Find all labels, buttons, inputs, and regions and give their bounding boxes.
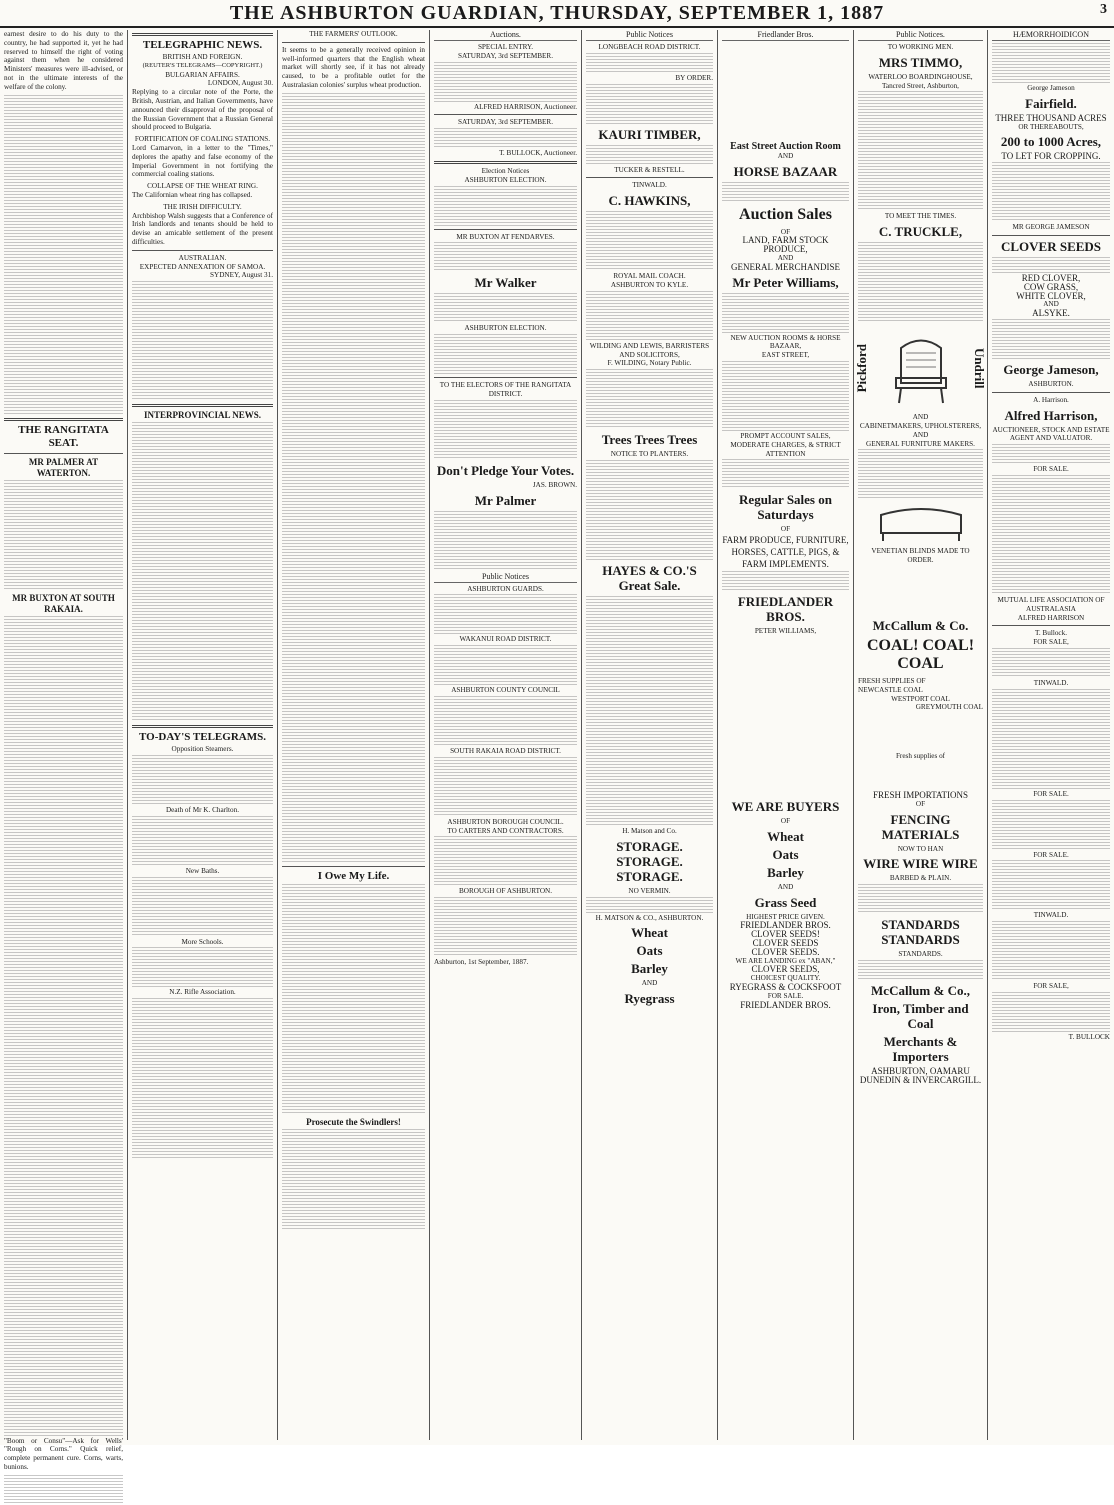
text-block	[132, 816, 273, 866]
wire: WIRE WIRE WIRE	[863, 856, 978, 872]
alsyke: ALSYKE.	[1032, 308, 1070, 319]
trees-heading: Trees Trees Trees	[601, 432, 698, 448]
text-block	[282, 93, 425, 863]
newcastle-coal: NEWCASTLE COAL	[858, 685, 923, 694]
longbeach-road: LONGBEACH ROAD DISTRICT.	[598, 43, 701, 51]
column-3	[278, 30, 430, 1440]
clover-seeds: CLOVER SEEDS.	[751, 946, 820, 957]
for-sale: FOR SALE,	[1033, 982, 1069, 991]
westport-coal: WESTPORT COAL	[891, 694, 950, 703]
three-thousand-acres: THREE THOUSAND ACRES	[995, 112, 1107, 123]
to-carters: TO CARTERS AND CONTRACTORS.	[447, 826, 564, 835]
matson-ashburton: H. MATSON & CO., ASHBURTON.	[595, 913, 704, 922]
venetian-blinds: VENETIAN BLINDS MADE TO ORDER.	[871, 547, 970, 565]
text-block	[132, 998, 273, 1158]
east-street: EAST STREET,	[761, 351, 810, 360]
election-notices-header: Election Notices	[481, 166, 530, 175]
h-matson: H. Matson and Co.	[622, 826, 677, 835]
general-furniture: GENERAL FURNITURE MAKERS.	[866, 439, 975, 448]
dont-pledge: Don't Pledge Your Votes.	[436, 462, 575, 478]
tinwald: TINWALD.	[1033, 678, 1069, 687]
column-header: HÆMORRHOIDICON	[992, 30, 1110, 41]
clover-seeds: CLOVER SEEDS,	[751, 964, 820, 975]
hayes-great-sale: HAYES & CO.'S Great Sale.	[602, 562, 697, 593]
auctioneer: T. BULLOCK, Auctioneer.	[499, 149, 577, 158]
mr-palmer: Mr Palmer	[474, 492, 537, 508]
dateline: SYDNEY, August 31.	[210, 271, 273, 280]
barley: Barley	[767, 864, 804, 880]
mccallum-co: McCallum & Co.,	[871, 982, 970, 998]
auction-sales: Auction Sales	[739, 205, 832, 223]
mr-george-jameson: MR GEORGE JAMESON	[1012, 223, 1090, 232]
undrill: Undrill	[972, 347, 987, 389]
peter-williams: Mr Peter Williams,	[732, 274, 839, 290]
white-clover: WHITE CLOVER,	[1016, 290, 1086, 301]
text-block	[132, 422, 273, 722]
public-notices-header: Public Notices	[434, 572, 577, 583]
to-let: TO LET FOR CROPPING.	[1001, 151, 1101, 162]
sofa-icon	[871, 503, 971, 543]
farm-produce: FARM PRODUCE, FURNITURE, HORSES, CATTLE, PIGS, & FARM IMPLEMENTS.	[722, 535, 849, 570]
royal-mail-coach: ROYAL MAIL COACH.	[613, 272, 686, 281]
for-sale: FOR SALE.	[1033, 465, 1069, 474]
by-order: BY ORDER.	[675, 73, 713, 82]
clover-seeds: CLOVER SEEDS!	[751, 929, 820, 940]
of: OF	[780, 525, 791, 534]
south-rakaia: SOUTH RAKAIA ROAD DISTRICT.	[450, 746, 561, 755]
greymouth-coal: GREYMOUTH COAL	[915, 703, 983, 712]
notice-date: Ashburton, 1st September, 1887.	[434, 958, 529, 967]
fresh-importations: FRESH IMPORTATIONS	[872, 789, 968, 800]
waterloo: WATERLOO BOARDINGHOUSE,	[868, 72, 973, 81]
subheading-buxton: MR BUXTON AT SOUTH RAKAIA.	[12, 592, 115, 614]
column-6	[718, 30, 854, 1440]
iron-timber-coal: Iron, Timber and Coal	[872, 1000, 969, 1031]
buxton-fendarves: MR BUXTON AT FENDARVES.	[456, 232, 555, 241]
dateline: LONDON, August 30.	[207, 79, 273, 88]
ashburton-election: ASHBURTON ELECTION.	[464, 175, 547, 184]
section-irish: THE IRISH DIFFICULTY.	[163, 202, 242, 211]
tinwald: TINWALD.	[632, 181, 667, 190]
new-auction-rooms: NEW AUCTION ROOMS & HORSE BAZAAR,	[730, 333, 841, 351]
barley: Barley	[631, 961, 668, 977]
article-text: Lord Carnarvon, in a letter to the "Times," deplores the apathy and false economy of the Imperial Government in not fortifying the commercial coaling stations.	[132, 143, 273, 179]
a-harrison: A. Harrison.	[1033, 395, 1069, 404]
prompt-account: PROMPT ACCOUNT SALES, MODERATE CHARGES, & STRICT ATTENTION	[730, 431, 841, 458]
text-block	[4, 1475, 123, 1505]
for-sale: FOR SALE.	[1033, 850, 1069, 859]
alfred-harrison-sig: ALFRED HARRISON	[1017, 613, 1085, 622]
masthead-title: THE ASHBURTON GUARDIAN, THURSDAY, SEPTEMBER 1, 1887	[229, 1, 885, 24]
masthead	[0, 0, 1114, 28]
section-schools: More Schools.	[181, 937, 224, 946]
peter-williams-sig: PETER WILLIAMS,	[754, 627, 817, 636]
east-street-auction: East Street Auction Room	[730, 141, 841, 152]
column-header: Public Notices	[586, 30, 713, 41]
section-bulgarian: BULGARIAN AFFAIRS.	[165, 70, 240, 79]
heading-i-owe-my-life: I Owe My Life.	[317, 869, 390, 882]
highest-price: HIGHEST PRICE GIVEN.	[746, 912, 825, 921]
clover-seeds: CLOVER SEEDS	[1000, 238, 1102, 254]
armchair-icon	[886, 328, 956, 408]
t-bullock-sig: T. BULLOCK	[1068, 1032, 1110, 1041]
text-block	[4, 95, 123, 415]
heading-swindlers: Prosecute the Swindlers!	[306, 1116, 401, 1127]
heading-interprovincial: INTERPROVINCIAL NEWS.	[143, 410, 262, 421]
wheat: Wheat	[767, 828, 804, 844]
now-to-hand: NOW TO HAN	[897, 844, 944, 853]
friedlander: FRIEDLANDER BROS.	[740, 999, 831, 1010]
oats: Oats	[636, 943, 663, 959]
grass-seed: Grass Seed	[754, 894, 817, 910]
section-fortification: FORTIFICATION OF COALING STATIONS.	[134, 135, 271, 144]
mrs-timmo: MRS TIMMO,	[878, 54, 963, 70]
section-rifle: N.Z. Rifle Association.	[169, 988, 236, 997]
auctioneer: ALFRED HARRISON, Auctioneer.	[473, 102, 577, 111]
for-sale: FOR SALE.	[1033, 789, 1069, 798]
mr-walker: Mr Walker	[474, 275, 537, 291]
column-7	[854, 30, 988, 1440]
george-jameson-sig: George Jameson,	[1003, 361, 1099, 377]
friedlander: FRIEDLANDER BROS.	[740, 920, 831, 931]
oats: Oats	[772, 846, 799, 862]
ashburton: ASHBURTON.	[1028, 379, 1074, 388]
of: OF	[780, 816, 791, 825]
fresh-supplies: FRESH SUPPLIES OF	[858, 676, 926, 685]
horse-bazaar: HORSE BAZAAR	[733, 163, 838, 179]
locations: DUNEDIN & INVERCARGILL.	[859, 1074, 982, 1085]
of: OF	[780, 227, 791, 236]
column-4	[430, 30, 582, 1440]
mccallum: McCallum & Co.	[872, 617, 969, 633]
section-steamers: Opposition Steamers.	[171, 745, 234, 754]
section-wheat-ring: COLLAPSE OF THE WHEAT RING.	[147, 182, 258, 191]
column-2	[128, 30, 278, 1440]
or-thereabouts: OR THEREABOUTS,	[1018, 122, 1084, 131]
acres-range: 200 to 1000 Acres,	[1000, 134, 1102, 150]
tancred-street: Tancred Street, Ashburton,	[882, 81, 959, 90]
text-block	[132, 281, 273, 401]
red-clover: RED CLOVER,	[1021, 272, 1081, 283]
and: AND	[777, 151, 794, 160]
f-wilding: F. WILDING, Notary Public.	[607, 359, 692, 368]
section-samoa: EXPECTED ANNEXATION OF SAMOA.	[139, 262, 266, 271]
text-block	[282, 884, 425, 1114]
column-header: Friedlander Bros.	[722, 30, 849, 41]
cow-grass: COW GRASS,	[1023, 281, 1079, 292]
text-block	[132, 947, 273, 987]
cabinetmakers: CABINETMAKERS, UPHOLSTERERS,	[859, 421, 982, 430]
fresh-supplies-of: Fresh supplies of	[895, 752, 946, 761]
to-working-men: TO WORKING MEN.	[887, 43, 954, 51]
land-farm-stock: LAND, FARM STOCK PRODUCE,	[742, 235, 829, 255]
borough-of-ashburton: BOROUGH OF ASHBURTON.	[458, 887, 553, 896]
clover-seeds: CLOVER SEEDS	[752, 937, 819, 948]
heading-telegraphic-news: TELEGRAPHIC NEWS.	[142, 39, 263, 51]
section-charlton: Death of Mr K. Charlton.	[165, 805, 240, 814]
barbed-plain: BARBED & PLAIN.	[889, 874, 952, 883]
for-sale: FOR SALE,	[1033, 638, 1069, 647]
we-are-buyers: WE ARE BUYERS	[731, 798, 840, 814]
alfred-harrison: Alfred Harrison,	[1004, 407, 1098, 423]
and: AND	[777, 253, 794, 262]
auction-date: SATURDAY, 3rd SEPTEMBER.	[457, 51, 554, 60]
storage: STORAGE. STORAGE. STORAGE.	[616, 838, 683, 884]
merchants-importers: Merchants & Importers	[883, 1033, 958, 1064]
text-block	[132, 877, 273, 937]
article-text: It seems to be a generally received opinion in well-informed quarters that the English wheat market will shortly see, if it has not already caused, to be a profitable outlet for the Australasian colonies' surplus wheat production.	[282, 45, 425, 89]
wilding-lewis: WILDING AND LEWIS, BARRISTERS AND SOLICITORS,	[589, 341, 710, 359]
wakanui-road: WAKANUI ROAD DISTRICT.	[459, 635, 552, 644]
general-merchandise: GENERAL MERCHANDISE	[731, 261, 840, 272]
notice-to-planters: NOTICE TO PLANTERS.	[610, 450, 689, 459]
t-bullock: T. Bullock.	[1034, 629, 1067, 638]
heading-rangitata-seat: THE RANGITATA SEAT.	[18, 423, 109, 449]
ashburton-guards: ASHBURTON GUARDS.	[467, 584, 544, 593]
subheading-palmer: MR PALMER AT WATERTON.	[28, 456, 99, 478]
standards: STANDARDS STANDARDS	[881, 917, 960, 948]
text-block	[4, 480, 123, 590]
wheat: Wheat	[631, 925, 668, 941]
article-text: Archbishop Walsh suggests that a Conference of Irish landlords and tenants should be held to devise an amicable settlement of the present difficulties.	[132, 211, 273, 246]
c-hawkins: C. HAWKINS,	[608, 193, 691, 209]
column-1	[0, 30, 128, 1471]
pickford: Pickford	[854, 343, 869, 393]
borough-council: ASHBURTON BOROUGH COUNCIL.	[447, 817, 564, 826]
columns	[0, 30, 1114, 1471]
fencing-materials: FENCING MATERIALS	[881, 811, 960, 842]
text-block	[132, 755, 273, 805]
standards-sub: STANDARDS.	[898, 950, 943, 959]
of: OF	[915, 799, 926, 808]
column-5	[582, 30, 718, 1440]
mutual-life: MUTUAL LIFE ASSOCIATION OF AUSTRALASIA	[997, 595, 1105, 613]
auction-date: SATURDAY, 3rd SEPTEMBER.	[457, 118, 554, 127]
tinwald: TINWALD.	[1033, 911, 1069, 920]
choicest: CHOICEST QUALITY.	[750, 974, 821, 983]
heading-farmers-outlook: THE FARMERS' OUTLOOK.	[309, 30, 398, 38]
and: AND	[1043, 300, 1059, 309]
and: AND	[641, 979, 658, 988]
george-jameson: George Jameson	[1027, 84, 1075, 92]
and: AND	[912, 430, 929, 439]
signature: JAS. BROWN.	[532, 480, 577, 489]
page-number: 3	[1100, 2, 1108, 17]
text-block	[4, 616, 123, 1436]
article-text: Replying to a circular note of the Porte, the British, Austrian, and Italian Governments, have announced their disapproval of the proposal of the Russian Government that a Russian General should proceed to Bulgaria.	[132, 88, 273, 132]
locations: ASHBURTON, OAMARU	[871, 1065, 970, 1076]
kauri-timber: KAURI TIMBER,	[598, 126, 701, 142]
text-block	[282, 1129, 425, 1229]
column-header: Public Notices.	[858, 30, 983, 41]
special-entry: SPECIAL ENTRY.	[477, 43, 534, 51]
friedlander-bros: FRIEDLANDER BROS.	[737, 594, 834, 625]
tucker-restell: TUCKER & RESTELL.	[614, 165, 685, 174]
reuters-note: (REUTER'S TELEGRAMS—COPYRIGHT.)	[142, 61, 263, 69]
section-australian: AUSTRALIAN.	[178, 253, 227, 262]
fairfield: Fairfield.	[1025, 95, 1077, 111]
to-electors: TO THE ELECTORS OF THE RANGITATA DISTRICT.	[439, 381, 572, 398]
ashburton-election: ASHBURTON ELECTION.	[464, 324, 547, 333]
regular-sales: Regular Sales on Saturdays	[739, 492, 832, 523]
subheading-british: BRITISH AND FOREIGN.	[162, 53, 243, 61]
no-vermin: NO VERMIN.	[628, 886, 671, 895]
and: AND	[777, 882, 794, 891]
article-text: The Californian wheat ring has collapsed.	[132, 190, 253, 199]
column-8	[988, 30, 1114, 1440]
landing-aban: WE ARE LANDING ex "ABAN,"	[735, 956, 836, 965]
heading-todays-telegrams: TO-DAY'S TELEGRAMS.	[139, 731, 266, 744]
to-meet-times: TO MEET THE TIMES.	[884, 212, 957, 221]
auctioneer-title: AUCTIONEER, STOCK AND ESTATE AGENT AND VALUATOR.	[992, 425, 1110, 443]
ryegrass: Ryegrass	[624, 991, 675, 1007]
advert-text: "Boom or Consu"—Ask for Wells' "Rough on Corns." Quick relief, complete permanent cure. Corns, warts, bunions.	[4, 1436, 123, 1471]
for-sale: FOR SALE.	[767, 991, 804, 1000]
article-text: earnest desire to do his duty to the country, he had supported it, yet he had reserved to himself the right of voting against them when he considered Ministers' measures were ill-advised, or not in the ultimate interests of the welfare of the colony.	[4, 30, 123, 91]
and: AND	[912, 413, 929, 422]
section-baths: New Baths.	[185, 866, 220, 875]
column-header: Auctions.	[434, 30, 577, 41]
coal: COAL! COAL! COAL	[866, 636, 975, 672]
ryegrass-cocksfoot: RYEGRASS & COCKSFOOT	[729, 981, 842, 992]
county-council: ASHBURTON COUNTY COUNCIL	[451, 686, 560, 695]
ashburton-to-kyle: ASHBURTON TO KYLE.	[610, 280, 689, 289]
c-truckle: C. TRUCKLE,	[878, 224, 963, 240]
